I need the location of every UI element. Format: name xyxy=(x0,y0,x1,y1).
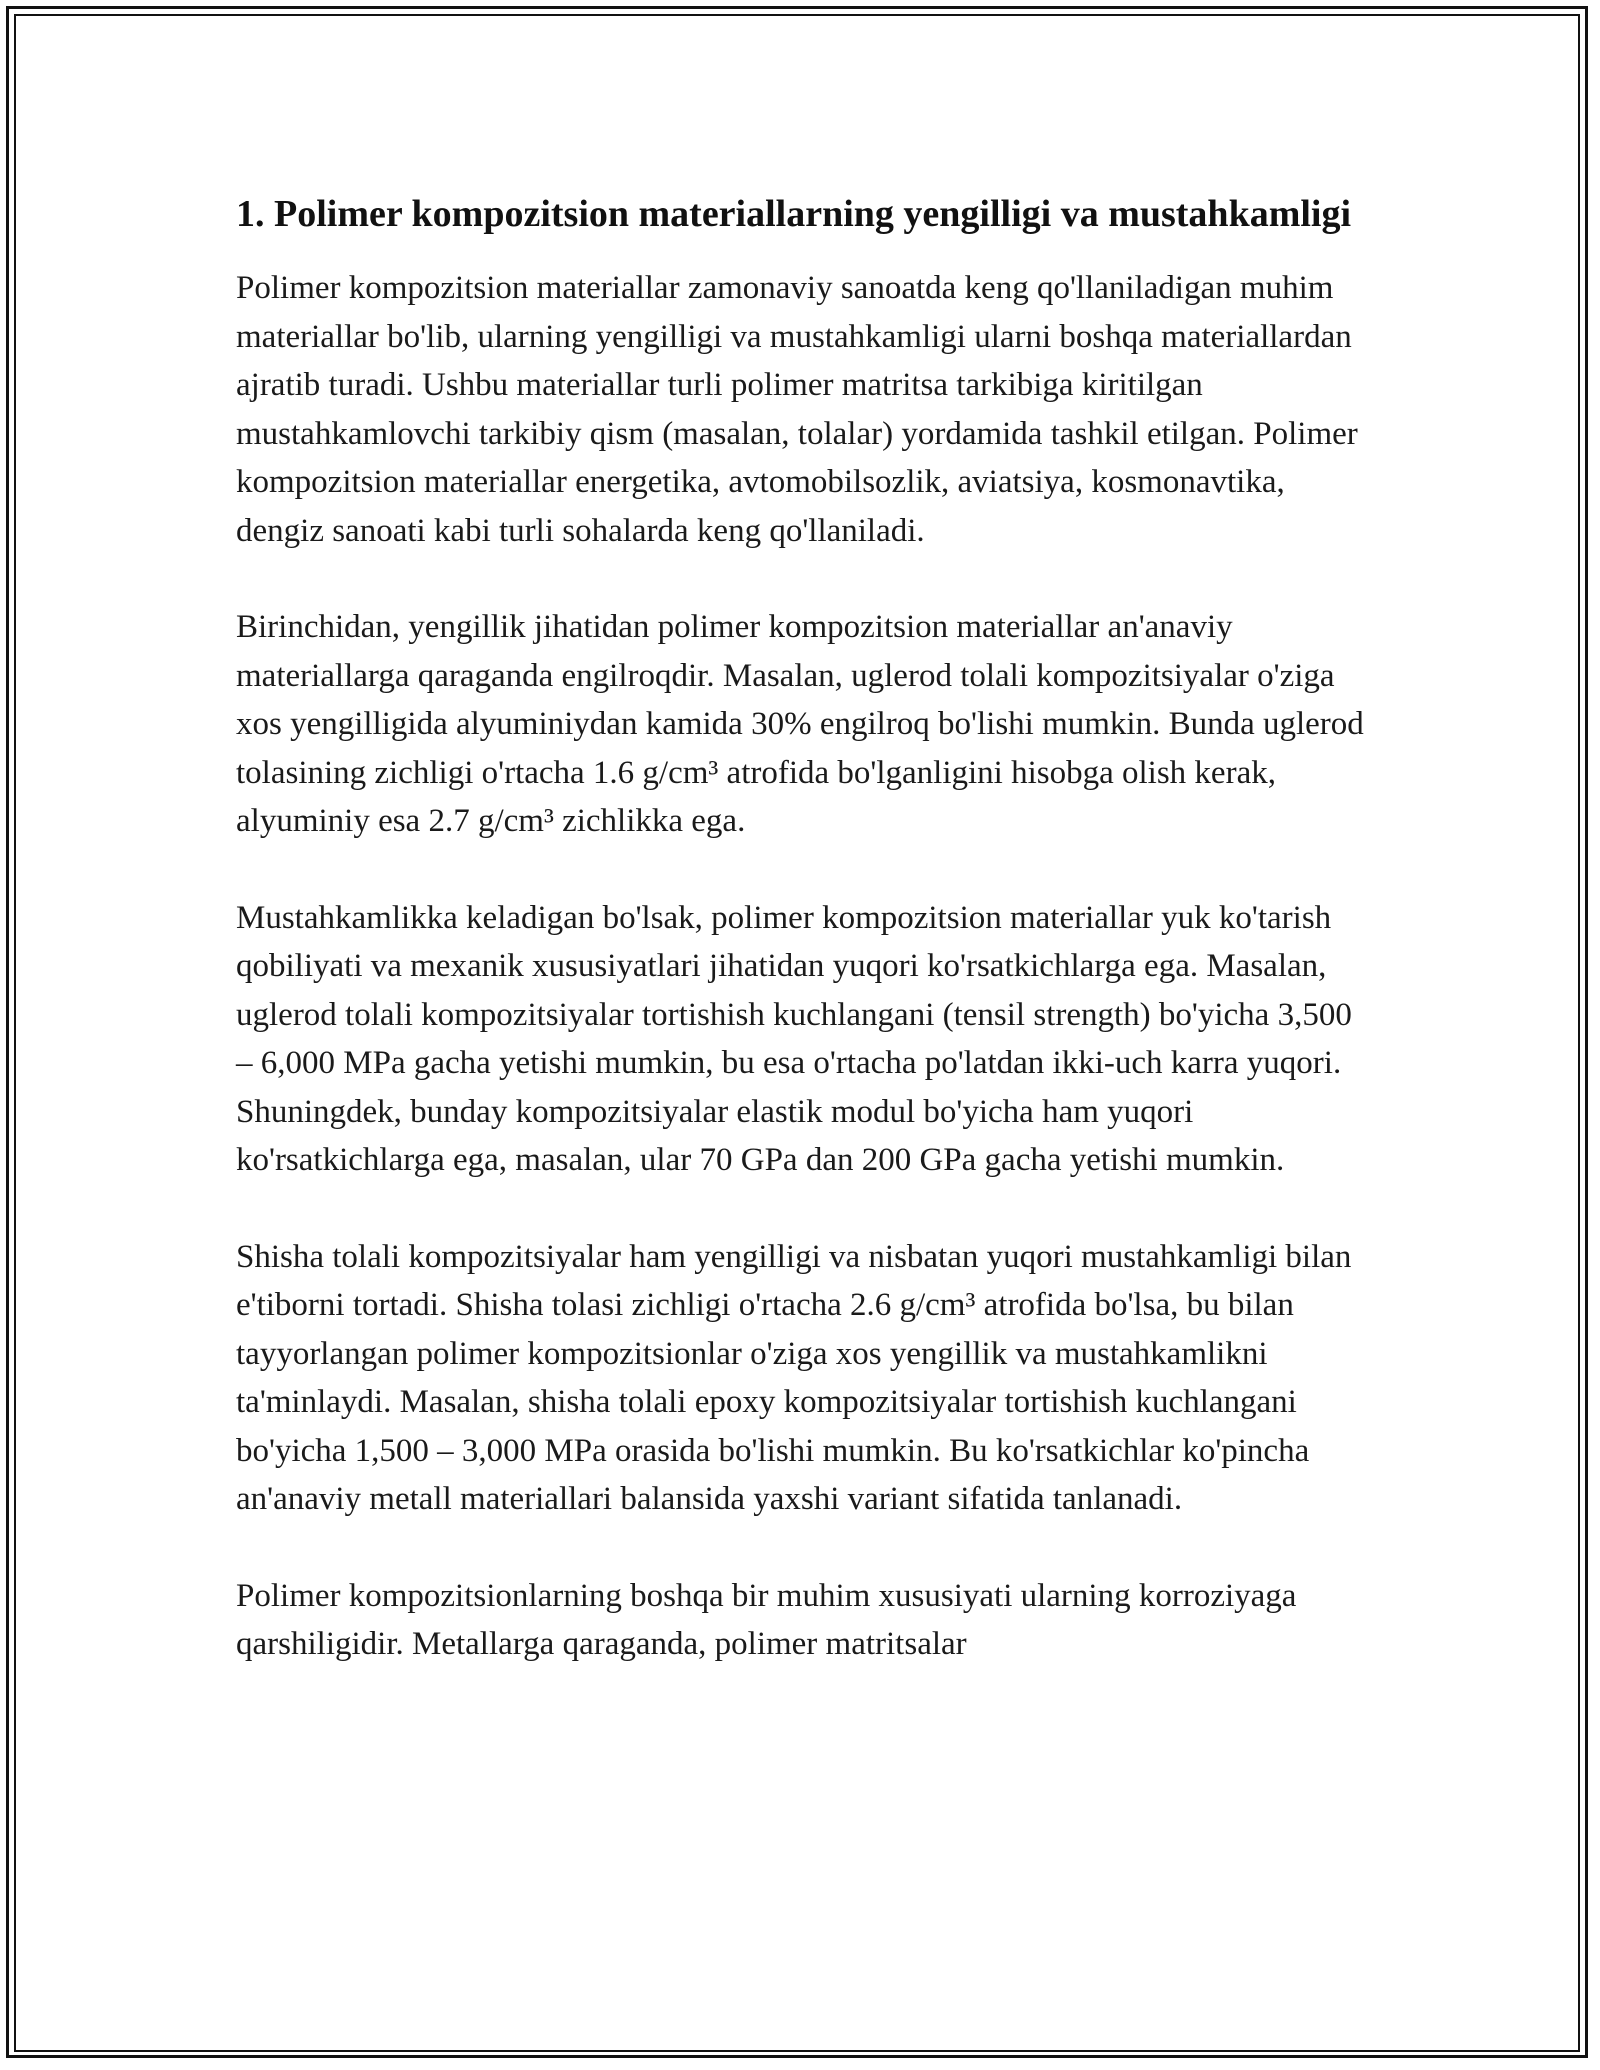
document-body xyxy=(236,186,1376,1717)
paragraph-corrosion: Polimer kompozitsionlarning boshqa bir muhim xususiyati ularning korroziyaga qarshiligidir. Metallarga qaraganda, polimer matritsalar xyxy=(236,1577,1297,1662)
paragraph-glass-fiber: Shisha tolali kompozitsiyalar ham yengilligi va nisbatan yuqori mustahkamligi bilan e'tiborni tortadi. Shisha tolasi zichligi o'rtacha 2.6 g/cm³ atrofida bo'lsa, bu bilan tayyorlangan polimer kompozitsionlar o'ziga xos yengillik va mustahkamlikni ta'minlaydi. Masalan, shisha tolali epoxy kompozitsiyalar tortishish kuchlangani bo'yicha 1,500 – 3,000 MPa orasida bo'lishi mumkin. Bu ko'rsatkichlar ko'pincha an'anaviy metall materiallari balansida yaxshi variant sifatida tanlanadi. xyxy=(236,1238,1352,1517)
paragraph-strength: Mustahkamlikka keladigan bo'lsak, polimer kompozitsion materiallar yuk ko'tarish qobiliyati va mexanik xususiyatlari jihatidan yuqori ko'rsatkichlarga ega. Masalan, uglerod tolali kompozitsiyalar tortishish kuchlangani (tensil strength) bo'yicha 3,500 – 6,000 MPa gacha yetishi mumkin, bu esa o'rtacha po'latdan ikki-uch karra yuqori. Shuningdek, bunday kompozitsiyalar elastik modul bo'yicha ham yuqori ko'rsatkichlarga ega, masalan, ular 70 GPa dan 200 GPa gacha yetishi mumkin. xyxy=(236,899,1352,1178)
paragraph-intro: Polimer kompozitsion materiallar zamonaviy sanoatda keng qo'llaniladigan muhim materiallar bo'lib, ularning yengilligi va mustahkamligi ularni boshqa materiallardan ajratib turadi. Ushbu materiallar turli polimer matritsa tarkibiga kiritilgan mustahkamlovchi tarkibiy qism (masalan, tolalar) yordamida tashkil etilgan. Polimer kompozitsion materiallar energetika, avtomobilsozlik, aviatsiya, kosmonavtika, dengiz sanoati kabi turli sohalarda keng qo'llaniladi. xyxy=(236,270,1358,549)
paragraph-lightness: Birinchidan, yengillik jihatidan polimer kompozitsion materiallar an'anaviy materiallarga qaraganda engilroqdir. Masalan, uglerod tolali kompozitsiyalar o'ziga xos yengilligida alyuminiydan kamida 30% engilroq bo'lishi mumkin. Bunda uglerod tolasining zichligi o'rtacha 1.6 g/cm³ atrofida bo'lganligini hisobga olish kerak, alyuminiy esa 2.7 g/cm³ zichlikka ega. xyxy=(236,609,1364,839)
section-title: 1. Polimer kompozitsion materiallarning yengilligi va mustahkamligi xyxy=(236,193,1352,235)
